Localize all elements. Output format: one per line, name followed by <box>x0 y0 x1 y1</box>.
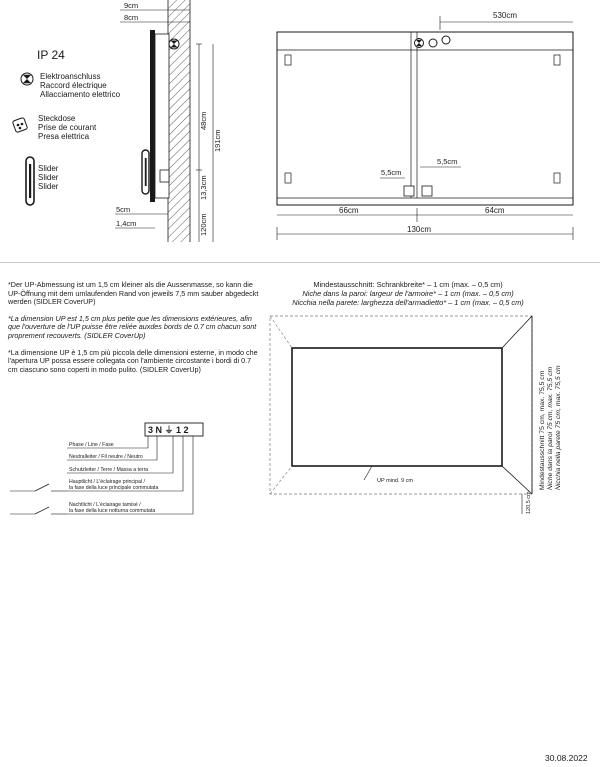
ip-rating: IP 24 <box>37 48 65 62</box>
recess-header-it: Nicchia nella parete: larghezza dell'armadietto* – 1 cm (max. – 0,5 cm) <box>292 297 524 307</box>
note-de: *Der UP-Abmessung ist um 1,5 cm kleiner als die Aussenmasse, so kann die UP-Öffnung mit dem umlaufenden Rand von jeweils 7,5 mm sauber abgedeckt werden (SIDLER CoverUP) <box>8 280 259 307</box>
front-outlet-2 <box>442 36 450 44</box>
recess-drawing <box>262 308 562 520</box>
wire-night-light-1: Nachtlicht / L'éclairage tamisé / <box>69 502 141 508</box>
wire-main-light-1: Hauptlicht / L'éclairage principal / <box>69 479 145 485</box>
niche-back <box>292 348 502 466</box>
legend-electrical-de: Elektroanschluss <box>40 72 101 81</box>
wiring-diagram <box>5 418 235 530</box>
wire-night-light-2: la fase della luce notturna commutata <box>69 508 156 514</box>
side-socket <box>160 170 169 182</box>
mirror-door-side <box>150 30 155 202</box>
legend-slider-it: Slider <box>38 182 59 191</box>
front-electrical-icon <box>415 39 424 48</box>
side-electrical-icon <box>169 39 179 49</box>
wire-phase: Phase / Line / Fase <box>69 442 114 448</box>
electrical-connection-icon <box>20 72 36 86</box>
night-light-switch <box>10 507 67 514</box>
cabinet-outline <box>277 32 573 205</box>
terminal-labels: 3 N ⏚ 1 2 <box>148 425 189 435</box>
socket-icon <box>10 114 36 140</box>
dim-66cm: 66cm <box>339 206 359 215</box>
slider-icon <box>24 156 38 208</box>
dim-13cm: 13,3cm <box>199 175 208 200</box>
note-fr: *La dimension UP est 1,5 cm plus petite que les dimensions extérieures, afin que l'ouverture de l'UP puisse être reliée auxdes bords de 0.7 cm chacun sont proprement recouverts. (SIDLER CoverUp) <box>8 313 257 340</box>
legend-electrical-fr: Raccord électrique <box>40 81 107 90</box>
dim-530cm: 530cm <box>493 11 518 20</box>
dim-9cm: 9cm <box>124 1 139 10</box>
dim-48cm: 48cm <box>199 111 208 130</box>
document-date: 30.08.2022 <box>545 753 588 763</box>
legend-socket-fr: Prise de courant <box>38 123 97 132</box>
dim-120cm: 120cm <box>199 213 208 236</box>
legend-electrical-it: Allacciamento elettrico <box>40 90 121 99</box>
dim-64cm: 64cm <box>485 206 505 215</box>
recess-bottom: 120,5 cm <box>526 491 532 514</box>
wall-hatch <box>168 0 190 242</box>
dim-1-4cm: 1,4cm <box>116 219 137 228</box>
recess-height-it: Nicchia nella parete 75 cm, max. 75,5 cm <box>555 365 562 490</box>
recess-depth: UP mind. 9 cm <box>377 478 413 484</box>
niche-outline <box>270 316 532 494</box>
front-socket-right <box>422 186 432 196</box>
notes <box>8 281 260 382</box>
recess-header-de: Mindestausschnitt: Schrankbreite* – 1 cm (max. – 0,5 cm) <box>313 280 503 289</box>
legend-slider-de: Slider <box>38 164 59 173</box>
dim-191cm: 191cm <box>213 129 222 152</box>
wire-earth: Schutzleiter / Terre / Massa a terra <box>69 467 149 473</box>
legend-slider-fr: Slider <box>38 173 59 182</box>
dim-5-5cm-right: 5,5cm <box>437 157 458 166</box>
side-section-drawing <box>100 0 230 250</box>
recess-header <box>278 281 538 307</box>
section-divider <box>0 262 600 263</box>
wire-main-light-2: la fase della luce principale commutata <box>69 485 159 491</box>
front-outlet-1 <box>429 39 437 47</box>
wire-neutral: Neutralleiter / Fil neutre / Neutro <box>69 454 143 460</box>
front-socket-left <box>404 186 414 196</box>
recess-header-fr: Niche dans la paroi: largeur de l'armoire* – 1 cm (max. – 0,5 cm) <box>302 288 514 298</box>
legend-socket-it: Presa elettrica <box>38 132 90 141</box>
recess-height-de: Mindestausschnitt 75 cm, max. 75,5 cm <box>539 370 546 490</box>
dim-5-5cm-left: 5,5cm <box>381 168 402 177</box>
note-it: *La dimensione UP è 1,5 cm più piccola delle dimensioni esterne, in modo che l'apertura UP possa essere collegata con l'ambiente circostante i bordi di 0.7 cm ciascuno sono coperti in modo pulito. (SIDLER CoverUp) <box>8 347 258 374</box>
main-light-switch <box>10 484 67 491</box>
recess-height-fr: Niche dans la paroi 75 cm, max. 75,5 cm <box>547 366 554 490</box>
legend-socket-de: Steckdose <box>38 114 76 123</box>
dim-5cm: 5cm <box>116 205 131 214</box>
front-view-drawing <box>265 0 585 245</box>
dim-130cm: 130cm <box>407 225 432 234</box>
dim-8cm: 8cm <box>124 13 139 22</box>
